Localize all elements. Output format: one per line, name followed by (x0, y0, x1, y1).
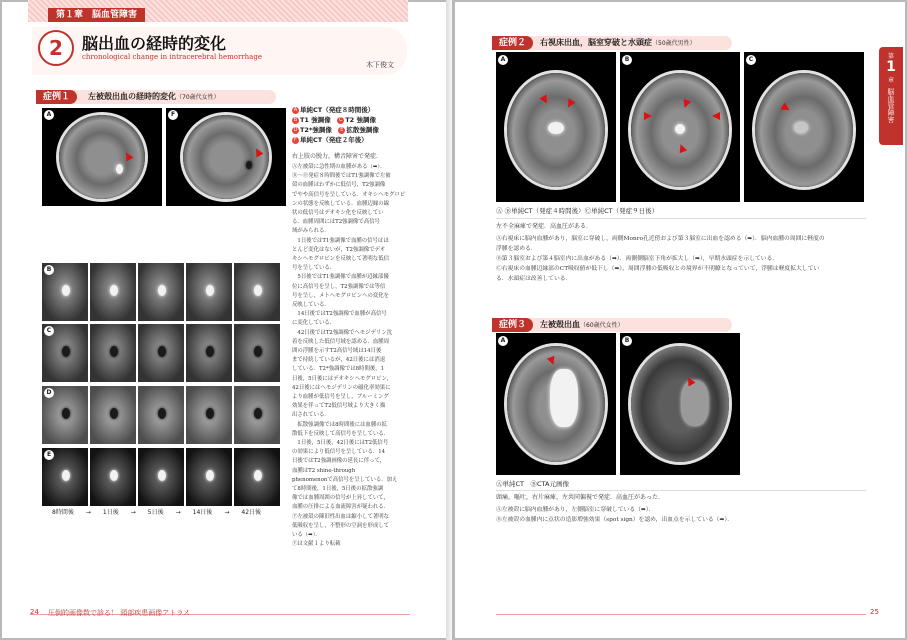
case2-tag: 症例２ (492, 36, 533, 50)
arrow-icon (644, 112, 652, 120)
chapter-side-tab: 第 1 章 脳血管障害 (879, 47, 903, 145)
case2-ct-a (496, 52, 616, 202)
panel-letter-a: A (44, 110, 54, 120)
text-line: 反映している． (292, 302, 330, 308)
mri-tile (90, 324, 136, 382)
case3-tag: 症例３ (492, 318, 533, 332)
case1-lead: 右上肢の脱力，構音障害で発症． (292, 153, 383, 160)
case3-title: 左被殻出血（60歳代女性） (540, 320, 624, 329)
mri-tile (186, 263, 232, 321)
ct-image-f (166, 108, 286, 206)
case3-legend: Ⓐ単純CT ⒷCTA元画像 (496, 480, 569, 488)
case2-ct-c (744, 52, 864, 202)
text-line: phenomenonで高信号を呈している．加え (292, 476, 398, 483)
book-gutter (446, 0, 452, 640)
text-line: 拡散強調像では8時間後には血腫の拡 (292, 421, 388, 428)
legend-bc: B T1 強調像 C T2 強調像 (293, 116, 376, 124)
text-line: 5日後ではT1強調像で血腫が辺縁部優 (292, 274, 389, 281)
text-line: Ⓑ左被殻の血腫内に点状の造影増強効果（spot sign）を認め，出血点を示している（➡）． (496, 517, 734, 523)
text-line: でやや高信号を呈している．オキシヘモグロビ (292, 191, 406, 198)
mri-tile (234, 263, 280, 321)
legend-a: A 単純CT（発症８時間後） (293, 106, 375, 114)
page-number-right: 25 (870, 608, 879, 616)
text-line: 効果を伴ってT2低信号域より大きく描 (292, 403, 386, 410)
panel-letter-e: E (44, 450, 54, 460)
case3-ct-a (496, 333, 616, 475)
panel-letter-f: F (168, 110, 178, 120)
chapter-tag: 第１章 脳血管障害 (48, 8, 145, 22)
legend-de: D T2*強調像 E 拡散強調像 (293, 126, 379, 134)
case2-ct-b (620, 52, 740, 202)
case2-divider (496, 218, 866, 219)
mri-tile (138, 386, 184, 444)
footer-rule-right (496, 614, 866, 615)
case1-title: 左被殻出血の経時的変化（70歳代女性） (88, 92, 220, 101)
author: 木下俊文 (366, 61, 394, 69)
text-line: Ⓐ右視床に脳内血腫があり，脳室に穿破し，両側Monro孔近傍および第３脳室に出血を認める（➡）．脳内血腫の周囲に軽度の (496, 236, 825, 242)
text-line: 殻の血腫はわずかに低信号，T2強調像 (292, 182, 386, 189)
mri-tile (234, 448, 280, 506)
case3-lead: 頭痛，嘔吐，右片麻痺，左共同偏視で発症．高血圧があった． (496, 494, 664, 501)
mri-tile (234, 324, 280, 382)
text-line: 1日後ではT1強調像で血腫の信号はほ (292, 237, 389, 244)
text-line: 域がみられる． (292, 228, 330, 235)
text-line: 号を呈し，メトヘモグロビンへの変化を (292, 292, 390, 299)
text-line: いる（➡）． (292, 532, 321, 538)
text-line: 42日後ではT2強調像でヘモジデリン沈 (292, 329, 393, 336)
text-line: ンの状態を反映している．血腫辺縁の線 (292, 200, 390, 207)
ct-image-a (42, 108, 162, 206)
text-line: 散低下を反映して高信号を呈している． (292, 430, 390, 437)
text-line: まで持続しているが，42日後には消退 (292, 357, 386, 364)
case2-lead: 左不全麻痺で発症．高血圧がある． (496, 223, 593, 230)
case3-letter-a: A (498, 336, 508, 346)
legend-f: F 単純CT（発症２年後） (292, 136, 368, 145)
text-line: 1日後，5日後，42日後にはT2低信号 (292, 440, 389, 446)
page-number-left: 24 (30, 608, 39, 616)
text-line: て8時間後，1日後，5日後の拡散強調 (292, 486, 384, 492)
mri-tile (138, 263, 184, 321)
text-line: 日後，5日後にはデオキシヘモグロビン， (292, 375, 392, 382)
text-line: Ⓕ左被殻の陳旧性出血は縮小して著明な (292, 513, 390, 520)
text-line: Ⓑ～Ⓔ発症８時間後ではT1強調像で左被 (292, 173, 391, 180)
panel-letter-c: C (44, 326, 54, 336)
timeline: 8時間後 → 1日後 → 5日後 → 14日後 → 42日後 (52, 509, 262, 516)
text-line: 号を呈している． (292, 265, 336, 272)
mri-tile (234, 386, 280, 444)
text-line: 出されている． (292, 412, 330, 419)
text-line: とんど変化はないが，T2強調像でデオ (292, 246, 386, 253)
text-line: Ⓑ第３脳室および第４脳室内に出血がある（➡）．両側側脳室下角が拡大し（➡），早期水頭症を示している． (496, 256, 779, 262)
mri-tile (138, 448, 184, 506)
mri-tile (186, 386, 232, 444)
text-line: している．T2*強調像では8時間後，1 (292, 366, 385, 373)
mri-tile (90, 448, 136, 506)
case3-letter-b: B (622, 336, 632, 346)
text-line: 42日後にはヘモジデリンの磁化率効果に (292, 384, 391, 391)
text-line: Ⓕは文献１より転載 (292, 541, 341, 548)
text-line: 状の低信号はデオキシ化を反映してい (292, 210, 384, 216)
case2-legend: Ⓐ Ⓑ単純CT（発症４時間後）Ⓒ単純CT（発症９日後） (496, 207, 659, 215)
text-line: 低吸収を呈し，不整形の空洞を形成して (292, 522, 390, 529)
text-line: Ⓒ右視床の血腫辺縁部のCT吸収値が低下し（➡），周囲浮腫の低吸収との境界が不明瞭となっていて，浮腫は軽度拡大してい (496, 266, 820, 272)
case2-letter-a: A (498, 55, 508, 65)
case2-letter-b: B (622, 55, 632, 65)
text-line: 位に高信号を呈し，T2強調像では等信 (292, 283, 386, 290)
case2-letter-c: C (746, 55, 756, 65)
text-line: Ⓐ左被殻に急性期の血腫がある（➡）． (292, 164, 386, 170)
footer-title: 圧倒的画像数で診る！ 頭部疾患画像アトラス (48, 609, 191, 617)
text-line: 着を反映した低信号域を認める．血腫周 (292, 338, 390, 345)
text-line: より血腫が低信号を呈し，ブルーミング (292, 394, 389, 400)
case3-ct-b (620, 333, 740, 475)
section-number: 2 (38, 30, 74, 66)
text-line: 囲の浮腫を示すT2高信号域は14日後 (292, 348, 382, 354)
text-line: 像では血腫周囲の信号が上昇していて， (292, 495, 389, 502)
case3-divider (496, 490, 866, 491)
mri-tile (186, 448, 232, 506)
text-line: 血腫はT2 shine-through (292, 467, 356, 474)
case2-title: 右視床出血，脳室穿破と水頭症（50歳代男性） (540, 38, 696, 47)
case1-tag: 症例１ (36, 90, 77, 104)
text-line: 日後ではT2強調画像の延長に伴って， (292, 458, 386, 465)
arrow-icon (712, 112, 720, 120)
text-line: る．水頭症は改善している． (496, 276, 572, 282)
text-line: の効果により低信号を呈している．14 (292, 449, 386, 456)
panel-letter-b: B (44, 265, 54, 275)
text-line: キシヘモグロビンを反映して著明な低信 (292, 256, 389, 262)
mri-tile (90, 263, 136, 321)
text-line: 血腫の圧排による血流障害が疑われる． (292, 504, 390, 511)
text-line: る．血腫周囲にはT2強調像で高信号 (292, 219, 380, 226)
mri-tile (90, 386, 136, 444)
text-line: 14日後ではT2強調像で血腫が高信号 (292, 311, 387, 318)
panel-letter-d: D (44, 388, 54, 398)
page-subtitle: chronological change in intracerebral hemorrhage (82, 53, 262, 61)
mri-tile (186, 324, 232, 382)
text-line: Ⓐ左被殻に脳内血腫があり，左側脳室に穿破している（➡）． (496, 507, 655, 513)
mri-tile (138, 324, 184, 382)
page-title: 脳出血の経時的変化 (82, 34, 227, 53)
text-line: に変化している． (292, 320, 336, 327)
text-line: 浮腫を認める． (496, 246, 537, 252)
